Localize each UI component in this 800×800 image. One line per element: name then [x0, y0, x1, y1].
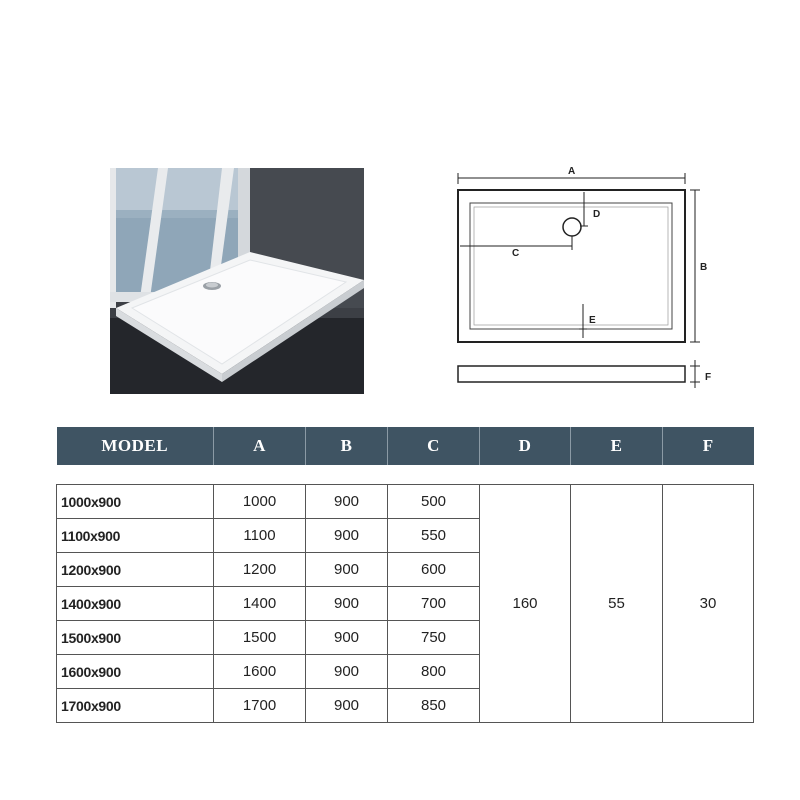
cell-model: 1600x900 [57, 655, 214, 689]
cell-c: 600 [388, 553, 480, 587]
cell-model: 1500x900 [57, 621, 214, 655]
header-model: MODEL [57, 427, 214, 465]
label-b: B [700, 262, 708, 273]
cell-b: 900 [306, 587, 388, 621]
label-d: D [593, 209, 601, 220]
tray-dimension-drawing [450, 160, 720, 395]
cell-a: 1400 [214, 587, 306, 621]
header-a: A [214, 427, 306, 465]
cell-b: 900 [306, 689, 388, 723]
cell-model: 1700x900 [57, 689, 214, 723]
cell-model: 1200x900 [57, 553, 214, 587]
cell-d-shared: 160 [480, 485, 571, 723]
cell-a: 1200 [214, 553, 306, 587]
tray-side-profile [458, 366, 685, 382]
dimension-diagram [450, 160, 720, 395]
cell-e-shared: 55 [571, 485, 663, 723]
cell-c: 750 [388, 621, 480, 655]
shower-tray-photo-illustration [110, 168, 364, 394]
header-e: E [571, 427, 663, 465]
cell-c: 850 [388, 689, 480, 723]
cell-b: 900 [306, 621, 388, 655]
cell-c: 700 [388, 587, 480, 621]
cell-b: 900 [306, 519, 388, 553]
label-a: A [568, 166, 576, 177]
cell-a: 1700 [214, 689, 306, 723]
tray-outline [458, 190, 685, 342]
header-d: D [480, 427, 571, 465]
label-c: C [512, 248, 520, 259]
cell-c: 500 [388, 485, 480, 519]
cell-b: 900 [306, 553, 388, 587]
cell-c: 550 [388, 519, 480, 553]
size-spec-table [56, 427, 754, 723]
label-f: F [705, 372, 712, 383]
cell-a: 1100 [214, 519, 306, 553]
cell-b: 900 [306, 485, 388, 519]
header-c: C [388, 427, 480, 465]
cell-a: 1000 [214, 485, 306, 519]
header-b: B [306, 427, 388, 465]
cell-f-shared: 30 [663, 485, 754, 723]
table-row [57, 485, 754, 519]
cell-model: 1000x900 [57, 485, 214, 519]
cell-model: 1400x900 [57, 587, 214, 621]
cell-model: 1100x900 [57, 519, 214, 553]
cell-a: 1600 [214, 655, 306, 689]
cell-a: 1500 [214, 621, 306, 655]
product-photo [110, 168, 364, 394]
table-header-row [57, 427, 754, 465]
waste-outline [563, 218, 581, 236]
cell-b: 900 [306, 655, 388, 689]
header-f: F [663, 427, 754, 465]
label-e: E [589, 315, 596, 326]
cell-c: 800 [388, 655, 480, 689]
